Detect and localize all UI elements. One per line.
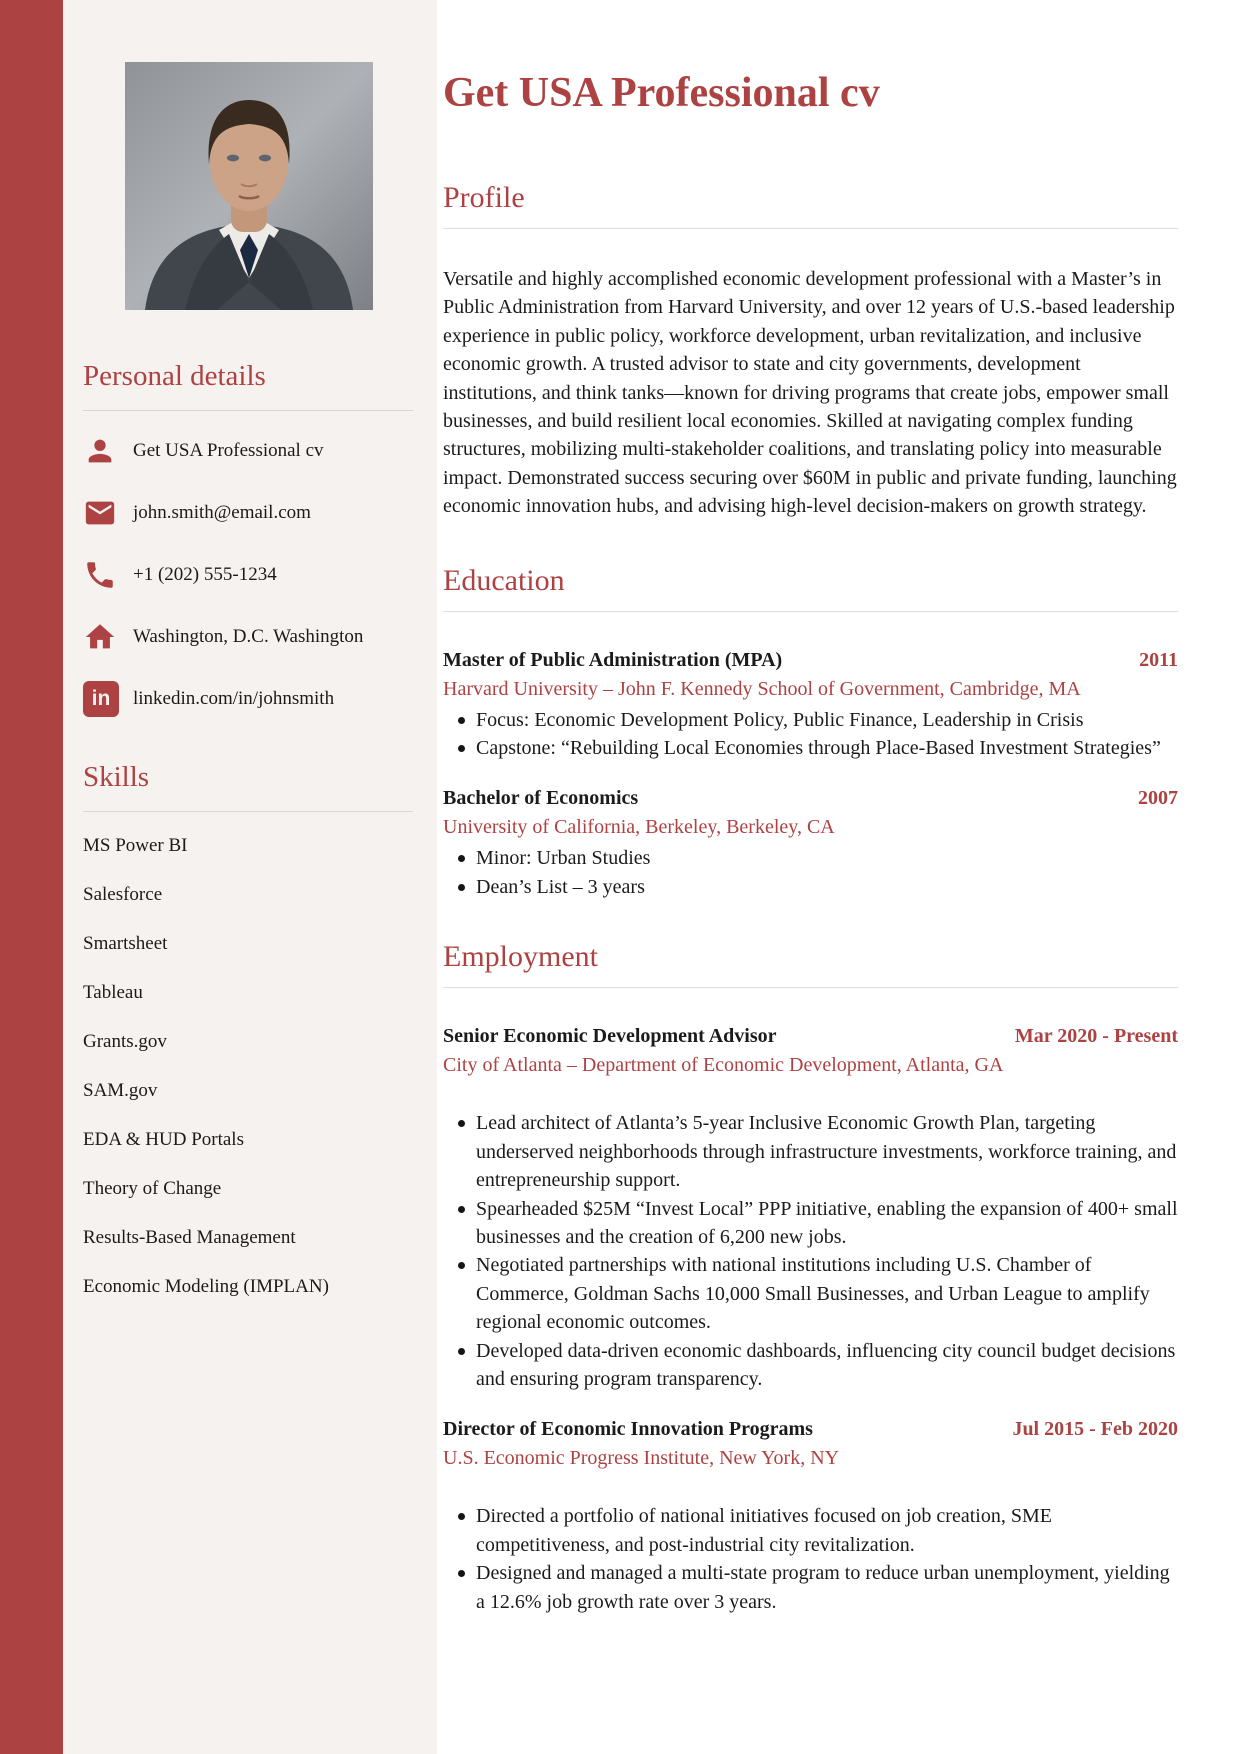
personal-phone: +1 (202) 555-1234: [133, 564, 277, 585]
profile-section: [443, 180, 1178, 521]
skill-item: Smartsheet: [83, 933, 168, 954]
company-name: City of Atlanta – Department of Economic Development, Atlanta, GA: [443, 1054, 1004, 1077]
bullet-item: Dean’s List – 3 years: [443, 873, 1178, 901]
education-bullet-list: [443, 844, 1178, 901]
degree-year: 2007: [1138, 787, 1178, 810]
divider: [83, 811, 413, 812]
school-name: University of California, Berkeley, Berkeley, CA: [443, 816, 835, 839]
skills-list: [83, 836, 413, 1296]
bullet-item: Capstone: “Rebuilding Local Economies through Place-Based Investment Strategies”: [443, 734, 1178, 762]
profile-photo: [125, 62, 373, 310]
skills-section: [83, 759, 413, 1296]
personal-row-name: [83, 433, 413, 469]
school-name: Harvard University – John F. Kennedy School of Government, Cambridge, MA: [443, 677, 1081, 700]
personal-row-linkedin: [83, 681, 413, 717]
bullet-item: Designed and managed a multi-state program to reduce urban unemployment, yielding a 12.6% job growth rate over 3 years.: [443, 1559, 1178, 1616]
page-title: Get USA Professional cv: [443, 70, 880, 116]
employment-bullet-list: [443, 1109, 1178, 1393]
skill-item: MS Power BI: [83, 835, 188, 856]
divider: [443, 228, 1178, 229]
employment-section: [443, 939, 1178, 1616]
employment-bullet-list: [443, 1502, 1178, 1616]
skill-item: Tableau: [83, 982, 143, 1003]
profile-summary: Versatile and highly accomplished economic development professional with a Master’s in Public Administration from Harvard University, and over 12 years of U.S.-based leadership experience in public policy, workforce development, urban revitalization, and inclusive economic growth. A trusted advisor to state and city governments, development institutions, and think tanks—known for driving programs that create jobs, empower small businesses, and build resilient local economies. Skilled at navigating complex funding structures, mobilizing multi-stakeholder coalitions, and translating policy into measurable impact. Demonstrated success securing over $60M in public and private funding, launching economic innovation hubs, and advising high-level decision-makers on growth strategy.: [443, 268, 1177, 518]
divider: [443, 987, 1178, 988]
personal-details-heading: Personal details: [83, 360, 266, 392]
skill-item: SAM.gov: [83, 1080, 158, 1101]
skill-item: Salesforce: [83, 884, 163, 905]
home-icon: [83, 620, 133, 654]
personal-name: Get USA Professional cv: [133, 440, 324, 461]
phone-icon: [83, 558, 133, 592]
bullet-item: Negotiated partnerships with national institutions including U.S. Chamber of Commerce, Goldman Sachs 10,000 Small Businesses, and Urban League to amplify regional economic outcomes.: [443, 1251, 1178, 1336]
skill-item: Results-Based Management: [83, 1227, 296, 1248]
sidebar-content: [83, 358, 413, 1326]
employment-entry-head: [443, 1024, 1178, 1048]
employment-entry-head: [443, 1417, 1178, 1441]
employment-heading: Employment: [443, 940, 598, 974]
personal-row-email: [83, 495, 413, 531]
education-entry-head: [443, 786, 1178, 810]
education-heading: Education: [443, 563, 565, 597]
linkedin-icon: in: [83, 681, 133, 717]
bullet-item: Spearheaded $25M “Invest Local” PPP initiative, enabling the expansion of 400+ small businesses and the creation of 6,200 new jobs.: [443, 1195, 1178, 1252]
main-column: [443, 0, 1178, 1616]
skill-item: Economic Modeling (IMPLAN): [83, 1276, 329, 1297]
degree-title: Master of Public Administration (MPA): [443, 648, 783, 671]
job-title: Director of Economic Innovation Programs: [443, 1418, 813, 1441]
personal-row-address: [83, 619, 413, 655]
skill-item: EDA & HUD Portals: [83, 1129, 244, 1150]
skill-item: Theory of Change: [83, 1178, 222, 1199]
bullet-item: Lead architect of Atlanta’s 5-year Inclusive Economic Growth Plan, targeting underserved neighborhoods through infrastructure investments, workforce training, and entrepreneurship support.: [443, 1109, 1178, 1194]
company-name: U.S. Economic Progress Institute, New York, NY: [443, 1447, 840, 1470]
bullet-item: Minor: Urban Studies: [443, 844, 1178, 872]
skill-item: Grants.gov: [83, 1031, 167, 1052]
bullet-item: Directed a portfolio of national initiatives focused on job creation, SME competitiveness, and post-industrial city revitalization.: [443, 1502, 1178, 1559]
person-icon: [83, 434, 133, 468]
employment-entry: [443, 1417, 1178, 1616]
divider: [443, 611, 1178, 612]
personal-linkedin: linkedin.com/in/johnsmith: [133, 688, 335, 709]
job-dates: Jul 2015 - Feb 2020: [1012, 1418, 1178, 1441]
profile-heading: Profile: [443, 181, 525, 214]
accent-bar: [0, 0, 63, 1754]
skills-heading: Skills: [83, 761, 150, 793]
education-entry: [443, 648, 1178, 763]
degree-title: Bachelor of Economics: [443, 787, 639, 810]
employment-entry: [443, 1024, 1178, 1393]
personal-details-list: [83, 433, 413, 717]
personal-row-phone: [83, 557, 413, 593]
personal-address: Washington, D.C. Washington: [133, 626, 364, 647]
job-dates: Mar 2020 - Present: [1014, 1025, 1178, 1048]
degree-year: 2011: [1139, 648, 1178, 671]
personal-email: john.smith@email.com: [133, 502, 311, 523]
bullet-item: Developed data-driven economic dashboards, influencing city council budget decisions and ensuring program transparency.: [443, 1337, 1178, 1394]
divider: [83, 410, 413, 411]
education-entry: [443, 786, 1178, 901]
job-title: Senior Economic Development Advisor: [443, 1025, 777, 1048]
bullet-item: Focus: Economic Development Policy, Public Finance, Leadership in Crisis: [443, 706, 1178, 734]
education-section: [443, 563, 1178, 902]
education-bullet-list: [443, 706, 1178, 763]
mail-icon: [83, 496, 133, 530]
education-entry-head: [443, 648, 1178, 672]
